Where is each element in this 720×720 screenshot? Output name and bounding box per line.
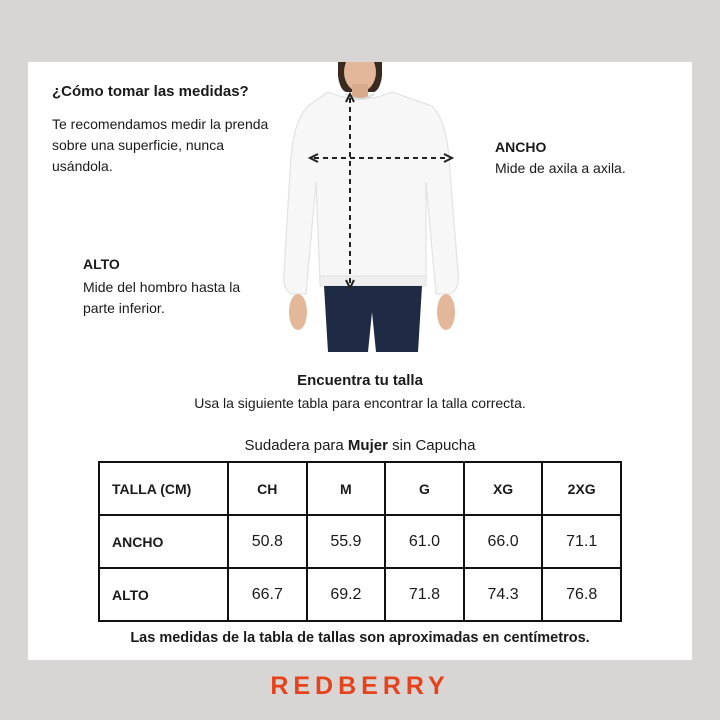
table-cell: 55.9 [307,515,386,568]
sweatshirt-model-image [250,62,470,352]
table-cell: 50.8 [228,515,307,568]
table-cell: 71.8 [385,568,464,621]
table-caption [28,437,692,454]
how-to-measure-text: Te recomendamos medir la prenda sobre una superficie, nunca usándola. [52,116,269,174]
find-size-title: Encuentra tu talla [297,372,423,389]
size-note: Las medidas de la tabla de tallas son aproximadas en centímetros. [130,630,590,646]
table-cell: 71.1 [542,515,621,568]
table-cell: 74.3 [464,568,543,621]
how-to-measure-title: ¿Cómo tomar las medidas? [52,83,249,100]
caption-after: sin Capucha [387,437,476,454]
ancho-title: ANCHO [495,139,547,155]
table-header-cell: CH [228,462,307,515]
table-header-cell: TALLA (CM) [99,462,228,515]
alto-title: ALTO [83,256,120,272]
size-table [98,461,622,622]
table-cell: 66.7 [228,568,307,621]
table-cell: 76.8 [542,568,621,621]
table-cell: 66.0 [464,515,543,568]
table-header-cell: G [385,462,464,515]
caption-before: Sudadera para [244,437,348,454]
table-cell: 69.2 [307,568,386,621]
alto-text: Mide del hombro hasta la parte inferior. [83,279,241,316]
brand-logo: REDBERRY [270,672,450,700]
table-row [99,568,621,621]
table-header-cell: XG [464,462,543,515]
caption-bold: Mujer [347,437,388,454]
table-row [99,515,621,568]
size-guide-card [28,62,692,660]
row-label: ANCHO [99,515,228,568]
row-label: ALTO [99,568,228,621]
table-cell: 61.0 [385,515,464,568]
find-size-text: Usa la siguiente tabla para encontrar la talla correcta. [194,395,526,411]
table-header-cell: M [307,462,386,515]
ancho-text: Mide de axila a axila. [495,160,626,176]
table-header-cell: 2XG [542,462,621,515]
table-header-row [99,462,621,515]
